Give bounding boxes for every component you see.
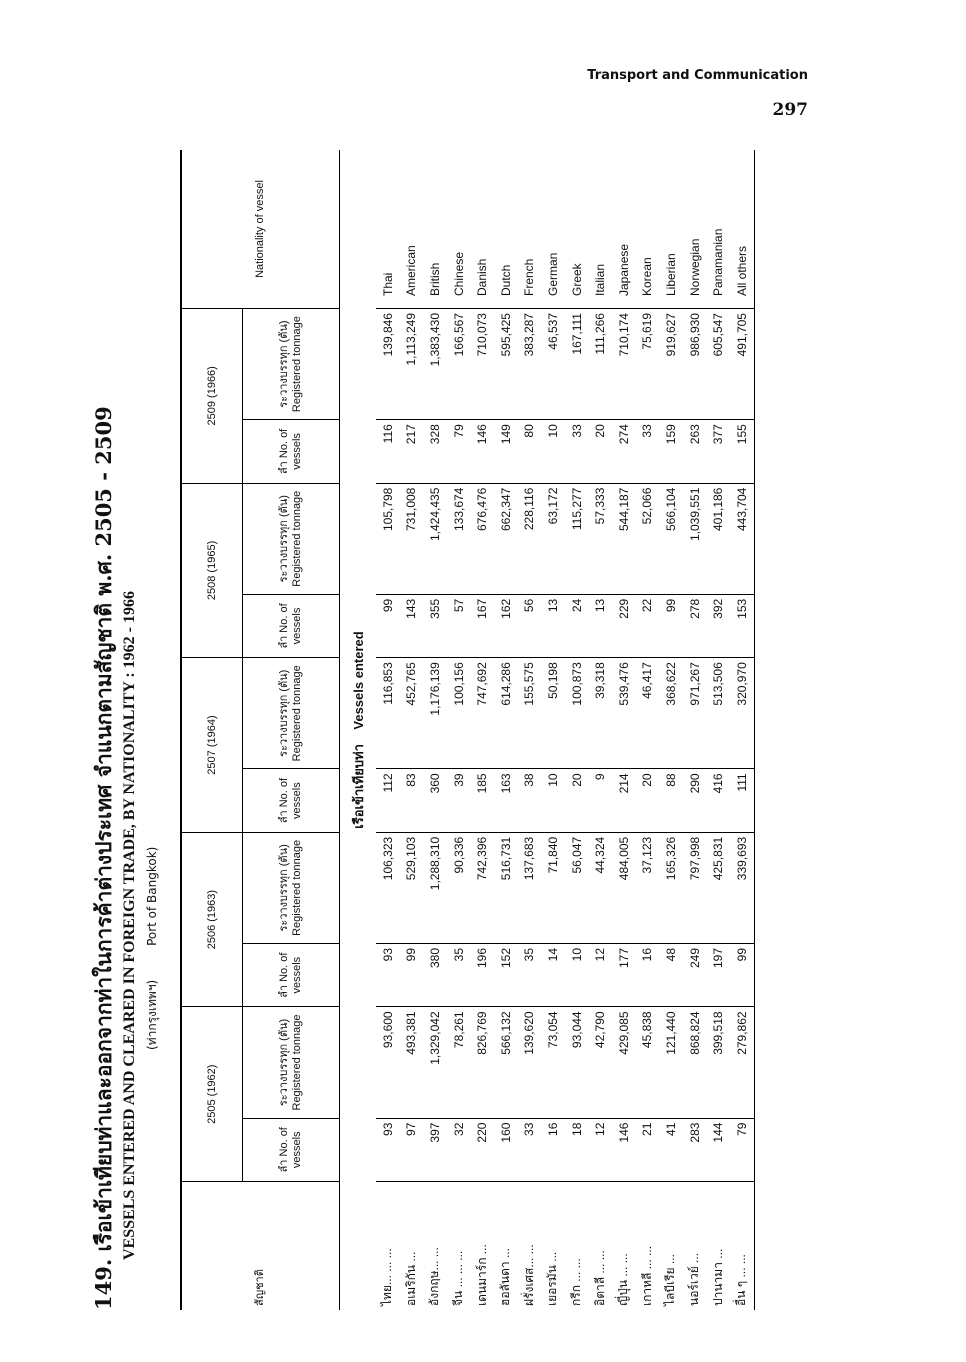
section-thai: เรือเข้าเทียบท่า: [350, 744, 366, 829]
vessels-cell: 155: [730, 420, 754, 483]
vessels-cell: 32: [447, 1118, 471, 1181]
vessels-cell: 14: [541, 943, 565, 1006]
vessels-cell: 167: [470, 594, 494, 657]
vessels-cell: 416: [706, 769, 730, 832]
tonnage-cell: 116,853: [376, 658, 400, 769]
vessels-cell: 20: [588, 420, 612, 483]
header-year: 2507 (1964): [181, 658, 243, 833]
vessels-cell: 290: [683, 769, 707, 832]
nationality-english-cell: Japanese: [612, 150, 636, 309]
title-english: VESSELS ENTERED AND CLEARED IN FOREIGN TRADE, BY NATIONALITY : 1962 - 1966: [121, 591, 138, 1260]
vessels-cell: 48: [659, 943, 683, 1006]
nationality-english-cell: Korean: [636, 150, 660, 309]
nationality-thai-cell: อื่น ๆ ... ...: [730, 1182, 754, 1311]
vessels-cell: 38: [518, 769, 542, 832]
tonnage-cell: 93,600: [376, 1007, 400, 1118]
vessels-cell: 160: [494, 1118, 518, 1181]
vessels-cell: 57: [447, 594, 471, 657]
tonnage-cell: 662,347: [494, 483, 518, 594]
vessels-cell: 56: [518, 594, 542, 657]
vessels-cell: 328: [423, 420, 447, 483]
nationality-english-cell: Chinese: [447, 150, 471, 309]
nationality-english-cell: Italian: [588, 150, 612, 309]
tonnage-cell: 443,704: [730, 483, 754, 594]
header-year: 2509 (1966): [181, 309, 243, 484]
nationality-english-cell: Panamanian: [706, 150, 730, 309]
vessels-cell: 83: [400, 769, 424, 832]
tonnage-cell: 1,288,310: [423, 832, 447, 943]
tonnage-cell: 383,287: [518, 309, 542, 420]
port-line: [143, 150, 162, 1050]
vessels-cell: 99: [400, 943, 424, 1006]
vessels-cell: 144: [706, 1118, 730, 1181]
table-row: [636, 150, 660, 1310]
nationality-thai-cell: เดนมาร์ก ...: [474, 1244, 489, 1306]
running-head: Transport and Communication: [587, 68, 808, 83]
tonnage-cell: 73,054: [541, 1007, 565, 1118]
nationality-english-cell: American: [400, 150, 424, 309]
tonnage-cell: 710,073: [470, 309, 494, 420]
tonnage-cell: 52,066: [636, 483, 660, 594]
vessels-cell: 12: [588, 943, 612, 1006]
header-vessels: ลำ No. of vessels: [243, 420, 340, 483]
table-row: [565, 150, 589, 1310]
tonnage-cell: 228,116: [518, 483, 542, 594]
tonnage-cell: 137,683: [518, 832, 542, 943]
tonnage-cell: 339,693: [730, 832, 754, 943]
nationality-thai-cell: ไลบีเรีย ...: [663, 1254, 678, 1306]
vessels-cell: 153: [730, 594, 754, 657]
tonnage-cell: 37,123: [636, 832, 660, 943]
rotated-table-page: [88, 150, 808, 1310]
tonnage-cell: 165,326: [659, 832, 683, 943]
vessels-cell: 197: [706, 943, 730, 1006]
tonnage-cell: 115,277: [565, 483, 589, 594]
tonnage-cell: 919,627: [659, 309, 683, 420]
tonnage-cell: 742,396: [470, 832, 494, 943]
vessels-table: [180, 150, 755, 1310]
table-title-block: [88, 150, 162, 1310]
vessels-cell: 35: [518, 943, 542, 1006]
tonnage-cell: 747,692: [470, 658, 494, 769]
vessels-cell: 159: [659, 420, 683, 483]
table-row: [518, 150, 542, 1310]
tonnage-cell: 167,111: [565, 309, 589, 420]
vessels-cell: 229: [612, 594, 636, 657]
vessels-cell: 10: [565, 943, 589, 1006]
table-number: 149.: [91, 1258, 116, 1310]
vessels-cell: 93: [376, 1118, 400, 1181]
vessels-cell: 79: [730, 1118, 754, 1181]
tonnage-cell: 100,156: [447, 658, 471, 769]
nationality-english-cell: German: [541, 150, 565, 309]
tonnage-cell: 401,186: [706, 483, 730, 594]
vessels-cell: 274: [612, 420, 636, 483]
vessels-cell: 392: [706, 594, 730, 657]
nationality-thai-cell: กรีก ... ...: [569, 1258, 584, 1306]
port-thai: (ท่ากรุงเทพฯ): [145, 979, 159, 1050]
vessels-cell: 360: [423, 769, 447, 832]
nationality-english-cell: Dutch: [494, 150, 518, 309]
nationality-thai-cell: อิตาลี ... ...: [592, 1250, 607, 1306]
tonnage-cell: 39,318: [588, 658, 612, 769]
vessels-cell: 196: [470, 943, 494, 1006]
tonnage-cell: 106,323: [376, 832, 400, 943]
vessels-cell: 93: [376, 943, 400, 1006]
tonnage-cell: 676,476: [470, 483, 494, 594]
tonnage-cell: 279,862: [730, 1007, 754, 1118]
vessels-cell: 24: [565, 594, 589, 657]
section-row: [340, 150, 377, 1310]
vessels-cell: 283: [683, 1118, 707, 1181]
section-heading: [340, 150, 377, 1310]
vessels-cell: 99: [730, 943, 754, 1006]
nationality-thai-cell: เยอรมัน ...: [545, 1251, 560, 1306]
tonnage-cell: 516,731: [494, 832, 518, 943]
port-english: Port of Bangkok): [145, 846, 159, 946]
tonnage-cell: 139,620: [518, 1007, 542, 1118]
tonnage-cell: 491,705: [730, 309, 754, 420]
tonnage-cell: 1,113,249: [400, 309, 424, 420]
nationality-thai-cell: ฮอลันดา ...: [498, 1248, 513, 1306]
vessels-cell: 80: [518, 420, 542, 483]
vessels-cell: 9: [588, 769, 612, 832]
nationality-thai-cell: นอร์เวย์ ...: [687, 1252, 702, 1306]
vessels-cell: 355: [423, 594, 447, 657]
tonnage-cell: 139,846: [376, 309, 400, 420]
header-year: 2505 (1962): [181, 1007, 243, 1182]
table-row: [470, 150, 494, 1310]
vessels-cell: 143: [400, 594, 424, 657]
tonnage-cell: 57,333: [588, 483, 612, 594]
table-row: [400, 150, 424, 1310]
header-vessels: ลำ No. of vessels: [243, 1118, 340, 1181]
tonnage-cell: 529,103: [400, 832, 424, 943]
tonnage-cell: 1,424,435: [423, 483, 447, 594]
header-year: 2506 (1963): [181, 832, 243, 1007]
tonnage-cell: 133,674: [447, 483, 471, 594]
table-row: [659, 150, 683, 1310]
tonnage-cell: 50,198: [541, 658, 565, 769]
vessels-cell: 249: [683, 943, 707, 1006]
tonnage-cell: 614,286: [494, 658, 518, 769]
vessels-cell: 217: [400, 420, 424, 483]
vessels-cell: 149: [494, 420, 518, 483]
vessels-cell: 79: [447, 420, 471, 483]
vessels-cell: 20: [636, 769, 660, 832]
nationality-thai-cell: อังกฤษ... ...: [427, 1247, 442, 1306]
nationality-english-cell: Liberian: [659, 150, 683, 309]
table-row: [447, 150, 471, 1310]
nationality-thai-cell: ไทย... ... ...: [380, 1248, 395, 1306]
table-row: [376, 150, 400, 1310]
vessels-cell: 13: [588, 594, 612, 657]
tonnage-cell: 868,824: [683, 1007, 707, 1118]
table-row: [541, 150, 565, 1310]
vessels-cell: 214: [612, 769, 636, 832]
tonnage-cell: 75,619: [636, 309, 660, 420]
vessels-cell: 33: [636, 420, 660, 483]
tonnage-cell: 1,176,139: [423, 658, 447, 769]
vessels-cell: 220: [470, 1118, 494, 1181]
header-year: 2508 (1965): [181, 483, 243, 658]
header-tonnage: ระวางบรรทุก (ตัน) Registered tonnage: [243, 309, 340, 420]
tonnage-cell: 42,790: [588, 1007, 612, 1118]
table-row: [423, 150, 447, 1310]
tonnage-cell: 368,622: [659, 658, 683, 769]
vessels-cell: 163: [494, 769, 518, 832]
nationality-english-cell: Thai: [376, 150, 400, 309]
vessels-cell: 99: [376, 594, 400, 657]
tonnage-cell: 78,261: [447, 1007, 471, 1118]
vessels-cell: 177: [612, 943, 636, 1006]
nationality-english-cell: Danish: [470, 150, 494, 309]
tonnage-cell: 1,383,430: [423, 309, 447, 420]
tonnage-cell: 484,005: [612, 832, 636, 943]
table-body: [376, 150, 754, 1310]
header-vessels: ลำ No. of vessels: [243, 943, 340, 1006]
nationality-english-cell: British: [423, 150, 447, 309]
section-english: Vessels entered: [350, 631, 366, 730]
tonnage-cell: 566,104: [659, 483, 683, 594]
nationality-thai-cell: เกาหลี ... ...: [639, 1245, 654, 1306]
tonnage-cell: 44,324: [588, 832, 612, 943]
vessels-cell: 21: [636, 1118, 660, 1181]
vessels-cell: 18: [565, 1118, 589, 1181]
header-vessels: ลำ No. of vessels: [243, 769, 340, 832]
vessels-cell: 162: [494, 594, 518, 657]
nationality-thai-cell: อเมริกัน ...: [403, 1251, 418, 1306]
tonnage-cell: 539,476: [612, 658, 636, 769]
vessels-cell: 33: [518, 1118, 542, 1181]
tonnage-cell: 105,798: [376, 483, 400, 594]
vessels-cell: 10: [541, 420, 565, 483]
tonnage-cell: 971,267: [683, 658, 707, 769]
vessels-cell: 39: [447, 769, 471, 832]
vessels-cell: 278: [683, 594, 707, 657]
table-row: [494, 150, 518, 1310]
nationality-english-cell: Norwegian: [683, 150, 707, 309]
header-vessels: ลำ No. of vessels: [243, 594, 340, 657]
vessels-cell: 99: [659, 594, 683, 657]
tonnage-cell: 93,044: [565, 1007, 589, 1118]
nationality-thai-cell: ญี่ปุ่น ... ...: [616, 1253, 631, 1306]
title-thai: เรือเข้าเทียบท่าและออกจากท่าในการค้าต่างประเทศ จำแนกตามสัญชาติ พ.ศ. 2505 - 2509: [91, 406, 116, 1252]
tonnage-cell: 566,132: [494, 1007, 518, 1118]
tonnage-cell: 605,547: [706, 309, 730, 420]
tonnage-cell: 797,998: [683, 832, 707, 943]
nationality-thai-cell: จีน ... ... ...: [451, 1250, 466, 1306]
vessels-cell: 20: [565, 769, 589, 832]
vessels-cell: 13: [541, 594, 565, 657]
header-nationality-english: Nationality of vessel: [181, 150, 340, 309]
tonnage-cell: 399,518: [706, 1007, 730, 1118]
nationality-english-cell: Greek: [565, 150, 589, 309]
tonnage-cell: 320,970: [730, 658, 754, 769]
tonnage-cell: 544,187: [612, 483, 636, 594]
table-row: [588, 150, 612, 1310]
tonnage-cell: 46,417: [636, 658, 660, 769]
tonnage-cell: 100,873: [565, 658, 589, 769]
vessels-cell: 116: [376, 420, 400, 483]
table-row: [683, 150, 707, 1310]
tonnage-cell: 1,329,042: [423, 1007, 447, 1118]
header-tonnage: ระวางบรรทุก (ตัน) Registered tonnage: [243, 832, 340, 943]
vessels-cell: 380: [423, 943, 447, 1006]
tonnage-cell: 595,425: [494, 309, 518, 420]
vessels-cell: 152: [494, 943, 518, 1006]
tonnage-cell: 56,047: [565, 832, 589, 943]
tonnage-cell: 513,506: [706, 658, 730, 769]
nationality-english-cell: French: [518, 150, 542, 309]
vessels-cell: 146: [470, 420, 494, 483]
tonnage-cell: 826,769: [470, 1007, 494, 1118]
tonnage-cell: 731,008: [400, 483, 424, 594]
nationality-english-cell: All others: [730, 150, 754, 309]
vessels-cell: 185: [470, 769, 494, 832]
vessels-cell: 146: [612, 1118, 636, 1181]
tonnage-cell: 1,039,551: [683, 483, 707, 594]
nationality-thai-cell: ปานามา ...: [710, 1248, 725, 1306]
tonnage-cell: 63,172: [541, 483, 565, 594]
vessels-cell: 10: [541, 769, 565, 832]
table-row: [612, 150, 636, 1310]
page-number: 297: [772, 100, 808, 120]
vessels-cell: 35: [447, 943, 471, 1006]
nationality-thai-cell: ฝรั่งเศส... ...: [521, 1244, 536, 1306]
tonnage-cell: 71,840: [541, 832, 565, 943]
table-row: [706, 150, 730, 1310]
tonnage-cell: 46,537: [541, 309, 565, 420]
vessels-cell: 88: [659, 769, 683, 832]
tonnage-cell: 90,336: [447, 832, 471, 943]
vessels-cell: 111: [730, 769, 754, 832]
vessels-cell: 12: [588, 1118, 612, 1181]
tonnage-cell: 425,831: [706, 832, 730, 943]
title-thai-line: [88, 150, 121, 1310]
header-tonnage: ระวางบรรทุก (ตัน) Registered tonnage: [243, 1007, 340, 1118]
header-tonnage: ระวางบรรทุก (ตัน) Registered tonnage: [243, 483, 340, 594]
vessels-cell: 22: [636, 594, 660, 657]
header-nationality-thai: สัญชาติ: [181, 1182, 340, 1311]
vessels-cell: 97: [400, 1118, 424, 1181]
tonnage-cell: 45,838: [636, 1007, 660, 1118]
tonnage-cell: 452,765: [400, 658, 424, 769]
vessels-cell: 41: [659, 1118, 683, 1181]
tonnage-cell: 710,174: [612, 309, 636, 420]
tonnage-cell: 429,085: [612, 1007, 636, 1118]
tonnage-cell: 111,266: [588, 309, 612, 420]
tonnage-cell: 493,381: [400, 1007, 424, 1118]
tonnage-cell: 155,575: [518, 658, 542, 769]
vessels-cell: 377: [706, 420, 730, 483]
vessels-cell: 112: [376, 769, 400, 832]
tonnage-cell: 986,930: [683, 309, 707, 420]
vessels-cell: 16: [636, 943, 660, 1006]
table-row: [730, 150, 754, 1310]
tonnage-cell: 121,440: [659, 1007, 683, 1118]
tonnage-cell: 166,567: [447, 309, 471, 420]
vessels-cell: 397: [423, 1118, 447, 1181]
vessels-cell: 16: [541, 1118, 565, 1181]
header-tonnage: ระวางบรรทุก (ตัน) Registered tonnage: [243, 658, 340, 769]
vessels-cell: 263: [683, 420, 707, 483]
vessels-cell: 33: [565, 420, 589, 483]
